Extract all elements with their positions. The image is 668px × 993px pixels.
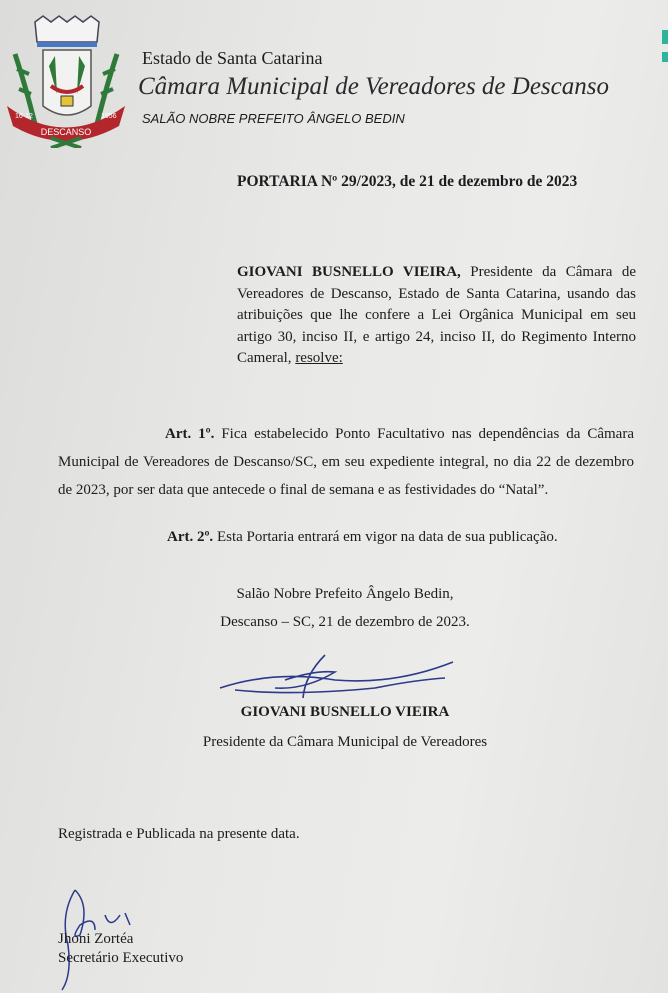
article-1 [58, 420, 634, 504]
secretary-name: Jhoni Zortéa [58, 931, 134, 947]
preamble-name: GIOVANI BUSNELLO VIEIRA, [237, 264, 461, 280]
article-2 [167, 529, 558, 546]
place-line: Salão Nobre Prefeito Ângelo Bedin, [236, 586, 454, 602]
emblem-ribbon-text: DESCANSO [40, 127, 92, 137]
municipal-coat-of-arms [5, 14, 127, 148]
state-name: Estado de Santa Catarina [142, 48, 323, 68]
preamble [237, 262, 636, 370]
article-label: Art. 1º. [165, 426, 215, 442]
preamble-resolve: resolve: [295, 350, 343, 366]
signatory-role: Presidente da Câmara Municipal de Vereadores [202, 734, 488, 750]
date-line: Descanso – SC, 21 de dezembro de 2023. [220, 614, 470, 630]
registration-note: Registrada e Publicada na presente data. [58, 826, 300, 842]
edge-marker [662, 52, 668, 62]
edge-marker [662, 30, 668, 44]
article-label: Art. 2º. [167, 529, 214, 545]
emblem-date: 16-12 [15, 113, 33, 120]
secretary-role: Secretário Executivo [58, 950, 184, 966]
article-text: Fica estabelecido Ponto Facultativo nas dependências da Câmara Municipal de Vereadores de Descanso/SC, em seu expediente integral, no dia 22 de dezembro de 2023, por ser data que antecede o final de semana e as festividades do “Natal”. [58, 426, 634, 498]
signatory-name: GIOVANI BUSNELLO VIEIRA [240, 704, 450, 720]
article-text: Esta Portaria entrará em vigor na data de sua publicação. [213, 529, 558, 545]
president-signature [215, 650, 460, 700]
hall-name: SALÃO NOBRE PREFEITO ÂNGELO BEDIN [142, 111, 405, 126]
emblem-year: 1956 [101, 113, 117, 120]
institution-name: Câmara Municipal de Vereadores de Descanso [138, 73, 609, 100]
document-title: PORTARIA Nº 29/2023, de 21 de dezembro de 2023 [237, 173, 578, 190]
preamble-text: Presidente da Câmara de Vereadores de Descanso, Estado de Santa Catarina, usando das atribuições que lhe confere a Lei Orgânica Municipal em seu artigo 30, inciso II, e artigo 24, inciso II, do Regimento Interno Cameral, [237, 264, 636, 366]
